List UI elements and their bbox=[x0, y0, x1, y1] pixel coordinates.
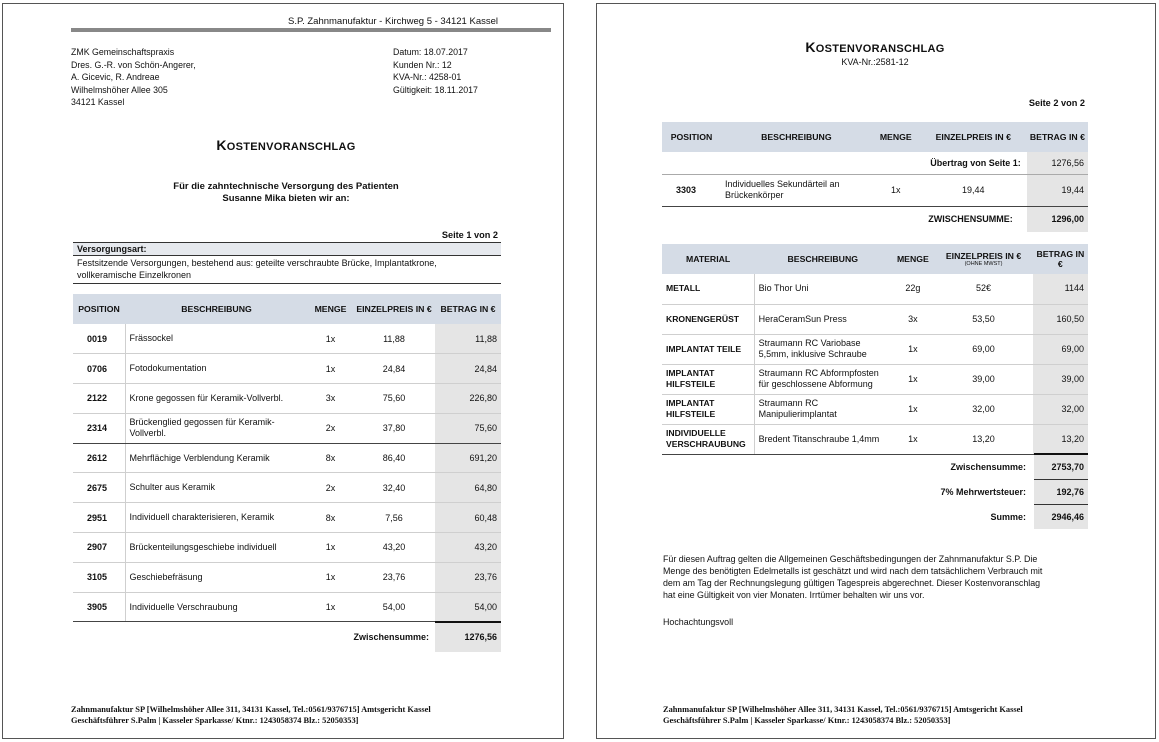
cell-unit-price: 86,40 bbox=[353, 443, 435, 473]
header-price-note: (OHNE MWST) bbox=[964, 261, 1003, 267]
header-position: POSITION bbox=[662, 122, 721, 152]
table-row bbox=[73, 473, 501, 503]
cell-material: IMPLANTAT HILFSTEILE bbox=[662, 394, 754, 424]
cell-description: Bio Thor Uni bbox=[754, 274, 891, 304]
cell-quantity: 8x bbox=[308, 503, 353, 533]
subtotal-value: 1296,00 bbox=[1027, 206, 1088, 232]
cell-unit-price: 19,44 bbox=[920, 174, 1027, 206]
positions-table bbox=[73, 294, 501, 652]
cell-description: Frässockel bbox=[125, 324, 308, 354]
cell-description: Krone gegossen für Keramik-Vollverbl. bbox=[125, 384, 308, 414]
page-footer bbox=[663, 705, 1133, 726]
cell-quantity: 1x bbox=[891, 424, 934, 454]
cell-unit-price: 32,00 bbox=[934, 394, 1032, 424]
recipient-address bbox=[71, 46, 196, 109]
header-quantity: MENGE bbox=[891, 244, 934, 274]
meta-customer-number: Kunden Nr.: 12 bbox=[393, 59, 452, 70]
closing-greeting: Hochachtungsvoll bbox=[663, 617, 734, 627]
cell-unit-price: 43,20 bbox=[353, 533, 435, 563]
meta-validity: Gültigkeit: 18.11.2017 bbox=[393, 84, 478, 95]
table-header-row bbox=[662, 244, 1088, 274]
table-header-row bbox=[662, 122, 1088, 152]
cell-quantity: 1x bbox=[872, 174, 920, 206]
subtotal-label: Zwischensumme: bbox=[950, 461, 1026, 472]
cell-unit-price: 52€ bbox=[934, 274, 1032, 304]
table-row bbox=[73, 324, 501, 354]
header-unit-price-label: EINZELPREIS IN € bbox=[945, 251, 1022, 261]
cell-quantity: 8x bbox=[308, 443, 353, 473]
title-rest: OSTENVORANSCHLAG bbox=[815, 43, 945, 55]
table-row bbox=[73, 413, 501, 443]
cell-position: 3905 bbox=[73, 592, 125, 622]
cell-position: 3105 bbox=[73, 562, 125, 592]
recipient-line: A. Gicevic, R. Andreae bbox=[71, 72, 160, 82]
page-title bbox=[71, 137, 501, 153]
recipient-line: ZMK Gemeinschaftspraxis bbox=[71, 47, 175, 57]
cell-description: Mehrflächige Verblendung Keramik bbox=[125, 443, 308, 473]
table-row bbox=[662, 274, 1088, 304]
cell-amount: 43,20 bbox=[435, 533, 501, 563]
cell-amount: 60,48 bbox=[435, 503, 501, 533]
page-number: Seite 2 von 2 bbox=[1028, 98, 1085, 108]
page-number: Seite 1 von 2 bbox=[441, 230, 498, 240]
cell-quantity: 1x bbox=[308, 533, 353, 563]
cell-quantity: 1x bbox=[308, 354, 353, 384]
cell-unit-price: 75,60 bbox=[353, 384, 435, 414]
cell-description: Straumann RC Abformpfosten für geschlossene Abformung bbox=[754, 364, 891, 394]
table-row bbox=[662, 174, 1088, 206]
cell-unit-price: 39,00 bbox=[934, 364, 1032, 394]
cell-amount: 160,50 bbox=[1033, 304, 1088, 334]
cell-quantity: 2x bbox=[308, 413, 353, 443]
cell-description: Brückenteilungsgeschiebe individuell bbox=[125, 533, 308, 563]
cell-quantity: 1x bbox=[308, 324, 353, 354]
title-initial: K bbox=[216, 137, 227, 153]
cell-quantity: 3x bbox=[308, 384, 353, 414]
cell-position: 3303 bbox=[662, 174, 721, 206]
cell-amount: 226,80 bbox=[435, 384, 501, 414]
cell-position: 2612 bbox=[73, 443, 125, 473]
cell-amount: 1144 bbox=[1033, 274, 1088, 304]
header-unit-price bbox=[934, 244, 1032, 274]
terms-paragraph: Für diesen Auftrag gelten die Allgemeinen Geschäftsbedingungen der Zahnmanufaktur S.P. Die Menge des benötigten Edelmetalls ist geschätzt und wird nach dem tatsächlichem Verbrauch mit dem am Tag der Rechnungslegung gültigen Tagespreis abgerechnet. Dieser Kostenvoranschlag hat eine Gültigkeit von vier Monaten. Irrtümer behalten wir uns vor. bbox=[663, 554, 1043, 600]
cell-material: METALL bbox=[662, 274, 754, 304]
carry-over-value: 1276,56 bbox=[1027, 152, 1088, 174]
cell-amount: 39,00 bbox=[1033, 364, 1088, 394]
footer-line: Geschäftsführer S.Palm | Kasseler Sparkasse/ Ktnr.: 1243058374 Blz.: 52050353] bbox=[663, 715, 951, 725]
table-row bbox=[73, 384, 501, 414]
cell-amount: 75,60 bbox=[435, 413, 501, 443]
subtotal-label: ZWISCHENSUMME: bbox=[928, 214, 1013, 225]
table-row bbox=[662, 364, 1088, 394]
table-row bbox=[73, 533, 501, 563]
cell-description: Straumann RC Manipulierimplantat bbox=[754, 394, 891, 424]
title-initial: K bbox=[805, 39, 816, 55]
cell-material: IMPLANTAT HILFSTEILE bbox=[662, 364, 754, 394]
totals-row bbox=[662, 504, 1088, 529]
cell-amount: 64,80 bbox=[435, 473, 501, 503]
page-footer bbox=[71, 705, 541, 726]
kva-number: KVA-Nr.:2581-12 bbox=[841, 57, 909, 67]
header-amount: BETRAG IN € bbox=[1027, 122, 1088, 152]
table-row bbox=[662, 394, 1088, 424]
table-row bbox=[73, 592, 501, 622]
cell-unit-price: 24,84 bbox=[353, 354, 435, 384]
cell-description: Schulter aus Keramik bbox=[125, 473, 308, 503]
subtotal-row bbox=[73, 622, 501, 652]
cell-position: 2951 bbox=[73, 503, 125, 533]
cell-amount: 23,76 bbox=[435, 562, 501, 592]
cell-unit-price: 13,20 bbox=[934, 424, 1032, 454]
cell-amount: 69,00 bbox=[1033, 334, 1088, 364]
versorgung-box bbox=[73, 242, 501, 284]
header-divider bbox=[71, 28, 551, 32]
table-row bbox=[73, 354, 501, 384]
cell-quantity: 1x bbox=[891, 394, 934, 424]
footer-line: Zahnmanufaktur SP [Wilhelmshöher Allee 311, 34131 Kassel, Tel.:0561/9376715] Amtsgericht Kassel bbox=[71, 705, 431, 714]
cell-description: Geschiebefräsung bbox=[125, 562, 308, 592]
cell-quantity: 22g bbox=[891, 274, 934, 304]
subtotal-row bbox=[662, 206, 1088, 232]
header-unit-price: EINZELPREIS IN € bbox=[353, 294, 435, 324]
materials-table bbox=[662, 244, 1088, 455]
cell-unit-price: 53,50 bbox=[934, 304, 1032, 334]
cell-material: KRONENGERÜST bbox=[662, 304, 754, 334]
cell-amount: 24,84 bbox=[435, 354, 501, 384]
total-value: 2946,46 bbox=[1034, 504, 1088, 529]
cell-description: Brückenglied gegossen für Keramik-Vollverbl. bbox=[125, 413, 308, 443]
cell-unit-price: 32,40 bbox=[353, 473, 435, 503]
header-description: BESCHREIBUNG bbox=[754, 244, 891, 274]
subtotal-label: Zwischensumme: bbox=[353, 632, 429, 643]
header-description: BESCHREIBUNG bbox=[125, 294, 308, 324]
header-description: BESCHREIBUNG bbox=[721, 122, 872, 152]
cell-description: Fotodokumentation bbox=[125, 354, 308, 384]
versorgung-heading: Versorgungsart: bbox=[73, 243, 501, 256]
cell-quantity: 3x bbox=[891, 304, 934, 334]
carry-over-row bbox=[662, 152, 1088, 174]
cell-position: 2675 bbox=[73, 473, 125, 503]
table-row bbox=[73, 562, 501, 592]
document-meta bbox=[393, 46, 478, 96]
page-title bbox=[662, 39, 1088, 55]
header-amount: BETRAG IN € bbox=[435, 294, 501, 324]
table-row bbox=[73, 443, 501, 473]
cell-description: Straumann RC Variobase 5,5mm, inklusive Schraube bbox=[754, 334, 891, 364]
cell-quantity: 1x bbox=[308, 562, 353, 592]
header-position: POSITION bbox=[73, 294, 125, 324]
vat-label: 7% Mehrwertsteuer: bbox=[940, 486, 1026, 497]
cell-position: 0019 bbox=[73, 324, 125, 354]
cell-position: 0706 bbox=[73, 354, 125, 384]
cell-amount: 19,44 bbox=[1027, 174, 1088, 206]
cell-description: Individuell charakterisieren, Keramik bbox=[125, 503, 308, 533]
cell-position: 2907 bbox=[73, 533, 125, 563]
footer-line: Geschäftsführer S.Palm | Kasseler Sparkasse/ Ktnr.: 1243058374 Blz.: 52050353] bbox=[71, 715, 359, 725]
cell-amount: 13,20 bbox=[1033, 424, 1088, 454]
meta-kva-number: KVA-Nr.: 4258-01 bbox=[393, 72, 462, 82]
cell-description: Bredent Titanschraube 1,4mm bbox=[754, 424, 891, 454]
header-quantity: MENGE bbox=[308, 294, 353, 324]
totals-row bbox=[662, 454, 1088, 479]
recipient-line: 34121 Kassel bbox=[71, 97, 125, 107]
table-row bbox=[662, 424, 1088, 454]
title-rest: OSTENVORANSCHLAG bbox=[226, 141, 356, 153]
subtotal-value: 1276,56 bbox=[435, 622, 501, 652]
cell-description: Individuelle Verschraubung bbox=[125, 592, 308, 622]
positions-table bbox=[662, 122, 1088, 232]
table-row bbox=[662, 304, 1088, 334]
cell-description: HeraCeramSun Press bbox=[754, 304, 891, 334]
totals-row bbox=[662, 479, 1088, 504]
subtotal-value: 2753,70 bbox=[1034, 454, 1088, 479]
versorgung-text: Festsitzende Versorgungen, bestehend aus: geteilte verschraubte Brücke, Implantatkrone, vollkeramische Einzelkronen bbox=[77, 258, 437, 280]
header-material: MATERIAL bbox=[662, 244, 754, 274]
document-page-2 bbox=[596, 3, 1156, 739]
sender-line: S.P. Zahnmanufaktur - Kirchweg 5 - 34121 Kassel bbox=[288, 16, 498, 27]
cell-unit-price: 69,00 bbox=[934, 334, 1032, 364]
table-row bbox=[73, 503, 501, 533]
footer-line: Zahnmanufaktur SP [Wilhelmshöher Allee 311, 34131 Kassel, Tel.:0561/9376715] Amtsgericht Kassel bbox=[663, 705, 1023, 714]
cell-amount: 11,88 bbox=[435, 324, 501, 354]
cell-quantity: 2x bbox=[308, 473, 353, 503]
cell-amount: 54,00 bbox=[435, 592, 501, 622]
cell-unit-price: 23,76 bbox=[353, 562, 435, 592]
intro-line: Susanne Mika bieten wir an: bbox=[222, 193, 350, 204]
cell-position: 2314 bbox=[73, 413, 125, 443]
vat-value: 192,76 bbox=[1034, 479, 1088, 504]
cell-position: 2122 bbox=[73, 384, 125, 414]
recipient-line: Dres. G.-R. von Schön-Angerer, bbox=[71, 59, 196, 70]
cell-amount: 691,20 bbox=[435, 443, 501, 473]
cell-amount: 32,00 bbox=[1033, 394, 1088, 424]
cell-unit-price: 7,56 bbox=[353, 503, 435, 533]
header-unit-price: EINZELPREIS IN € bbox=[920, 122, 1027, 152]
table-header-row bbox=[73, 294, 501, 324]
cell-material: IMPLANTAT TEILE bbox=[662, 334, 754, 364]
cell-unit-price: 54,00 bbox=[353, 592, 435, 622]
header-amount: BETRAG IN € bbox=[1033, 244, 1088, 274]
total-label: Summe: bbox=[990, 511, 1026, 522]
intro-text bbox=[71, 181, 501, 205]
cell-quantity: 1x bbox=[308, 592, 353, 622]
cell-description: Individuelles Sekundärteil an Brückenkörper bbox=[721, 174, 872, 206]
cell-unit-price: 11,88 bbox=[353, 324, 435, 354]
cell-quantity: 1x bbox=[891, 334, 934, 364]
table-row bbox=[662, 334, 1088, 364]
totals-table bbox=[662, 453, 1088, 529]
cell-quantity: 1x bbox=[891, 364, 934, 394]
carry-over-label: Übertrag von Seite 1: bbox=[930, 157, 1021, 168]
meta-date: Datum: 18.07.2017 bbox=[393, 47, 468, 57]
cell-unit-price: 37,80 bbox=[353, 413, 435, 443]
header-quantity: MENGE bbox=[872, 122, 920, 152]
intro-line: Für die zahntechnische Versorgung des Patienten bbox=[173, 181, 399, 192]
document-page-1 bbox=[2, 3, 564, 739]
cell-material: INDIVIDUELLE VERSCHRAUBUNG bbox=[662, 424, 754, 454]
recipient-line: Wilhelmshöher Allee 305 bbox=[71, 84, 168, 95]
